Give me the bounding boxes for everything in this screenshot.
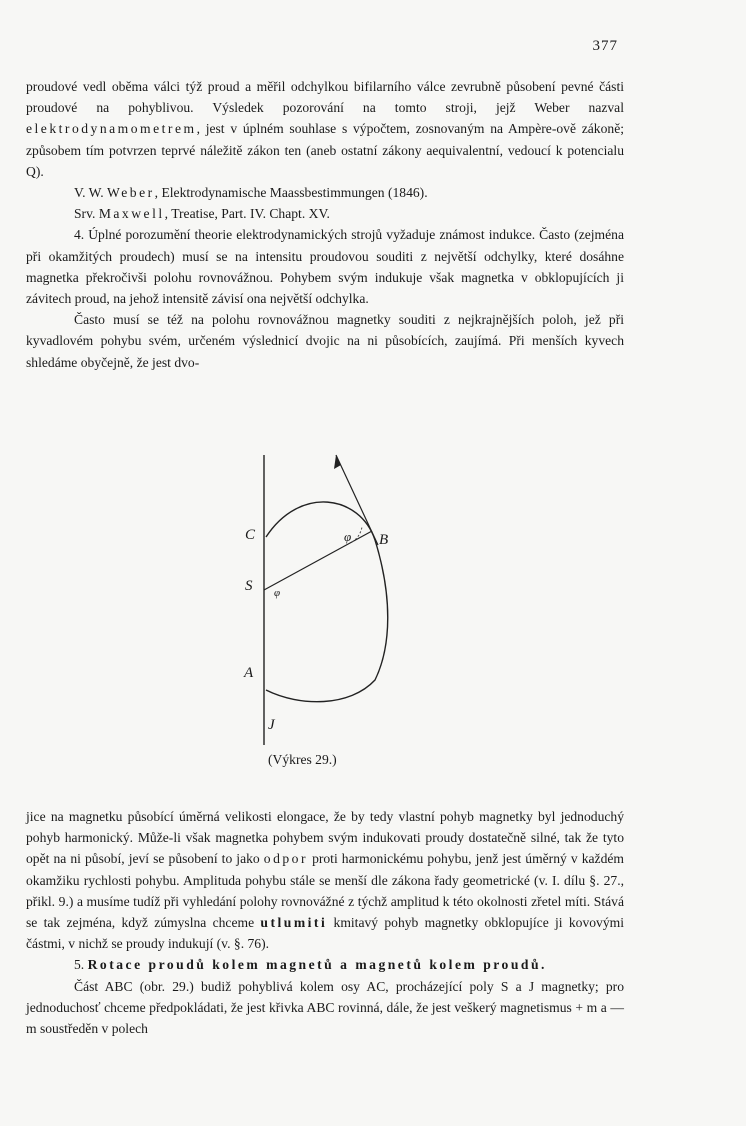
- term-odpor: odpor: [263, 851, 308, 867]
- term-utlumiti: utlumiti: [260, 915, 328, 931]
- paragraph-cast-abc: Část ABC (obr. 29.) budiž pohyblivá kolem osy AC, procházející poly S a J magnetky; pro jednoduchosť chceme předpokládati, že jest křivka ABC rovinná, dále, že jest veškerý magnetismus + m a — m soustředěn v polech: [26, 978, 624, 1037]
- tangent-line: [336, 455, 378, 545]
- label-phi-lower: φ: [274, 587, 281, 599]
- paragraph-indukce: 4. Úplné porozumění theorie elektrodynamických strojů vyžaduje známost indukce. Často (zejména při okamžitých proudech) musí se na intensitu proudovou souditi z největší odchylky, které dosáhne magnetka překročivši polohu rovnovážnou. Pohybem svým indukuje však magnetka v obklopujících ji závitech proud, na jehož intensitě závisí ona největší odchylka.: [26, 227, 624, 307]
- label-phi-upper: φ: [344, 529, 352, 544]
- top-text-block: [26, 76, 624, 373]
- reference-maxwell: Srv. Maxwell, Treatise, Part. IV. Chapt. XV.: [74, 206, 330, 222]
- figure-drawing: [0, 445, 746, 785]
- line-s-b: [264, 531, 372, 590]
- bottom-text-block: [26, 806, 624, 1039]
- label-a: A: [244, 665, 254, 681]
- reference-weber: V. W. Weber, Elektrodynamische Maassbestimmungen (1846).: [74, 185, 428, 201]
- label-b: B: [379, 532, 389, 548]
- paragraph-elektrodynamometr: proudové vedl oběma válci týž proud a měřil odchylkou bifilarního válce zevrubně působení pevné části proudové na pohyblivou. Výsledek pozorování na tomto stroji, jejž Weber nazval elektrodynamometrem, jest v úplném souhlase s výpočtem, zosnovaným na Ampère-ově zákoně; způsobem tím potvrzen teprvé náležitě zákon ten (aneb ostatní zákony aequivalentní, vedoucí k potencialu Q).: [26, 79, 624, 179]
- label-j: J: [268, 717, 275, 733]
- figure-caption: (Výkres 29.): [268, 752, 337, 767]
- paragraph-rovnovazna-poloha: Často musí se též na polohu rovnovážnou magnetky souditi z nejkrajnějších poloh, jež při kyvadlovém pohybu svém, určeném výslednicí dvojic na ni působících, zaujímá. Při menších kyvech shledáme obyčejně, že jest dvo-: [26, 312, 624, 370]
- paragraph-harmonicky-pohyb: jice na magnetku působící úměrná velikosti elongace, že by tedy vlastní pohyb magnetky byl jednoduchý pohyb harmonický. Může-li však magnetka pohybem svým indukovati proudy dostatečně silné, tak že tyto opět na ni působí, jeví se působení to jako odpor proti harmonickému pohybu, jenž jest úměrný v každém okamžiku rychlosti pohybu. Amplituda pohybu stále se menší dle zákona řady geometrické (v. I. dílu §. 27., přikl. 9.) a musíme tudíž při vyhledání polohy rovnovážné z týchž amplitud k této okolnosti zřetel míti. Stává se tak zejména, když zúmyslna chceme utlumiti kmitavý pohyb magnetky obklopujíce ji kovovými částmi, v nichž se proudy indukují (v. §. 76).: [26, 809, 624, 952]
- section-heading-rotace: 5. Rotace proudů kolem magnetů a magnetů kolem proudů.: [74, 957, 547, 973]
- term-elektrodynamometr: elektrodynamometrem: [26, 121, 197, 137]
- figure-29: [0, 445, 746, 785]
- page-number: 377: [592, 38, 618, 54]
- label-c: C: [245, 527, 256, 543]
- label-s: S: [245, 578, 253, 594]
